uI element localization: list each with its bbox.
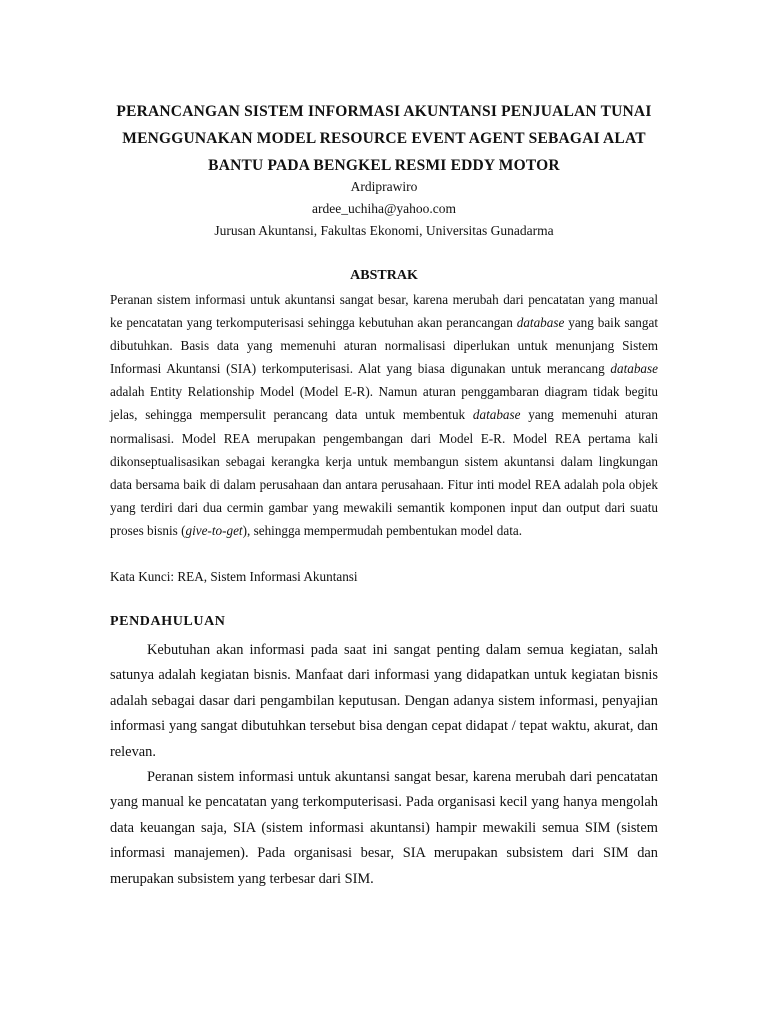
abstract-term-database-2: database — [610, 361, 658, 377]
abstract-paragraph — [110, 288, 658, 542]
abstract-term-database-1: database — [516, 315, 565, 331]
introduction-paragraph-1: Kebutuhan akan informasi pada saat ini sangat penting dalam semua kegiatan, salah satunya adalah kegiatan bisnis. Manfaat dari informasi yang didapatkan untuk kegiatan bisnis adalah sebagai dasar dari pengambilan keputusan. Dengan adanya sistem informasi, penyajian informasi yang sangat dibutuhkan tersebut bisa dengan cepat didapat / tepat waktu, akurat, dan relevan. — [110, 642, 658, 760]
introduction-body — [110, 638, 658, 892]
abstract-text-1: Peranan sistem informasi untuk akuntansi sangat besar, karena merubah dari pencatatan yang manual ke pencatatan yang terkomputerisasi sehingga kebutuhan akan perancangan — [110, 292, 658, 331]
introduction-paragraph-2: Peranan sistem informasi untuk akuntansi sangat besar, karena merubah dari pencatatan yang manual ke pencatatan yang terkomputerisasi. Pada organisasi kecil yang hanya mengolah data keuangan saja, SIA (sistem informasi akuntansi) hampir mewakili semua SIM (sistem informasi manajemen). Pada organisasi besar, SIA merupakan subsistem dari SIM dan merupakan subsistem yang terbesar dari SIM. — [110, 769, 658, 887]
title-line-2: MENGGUNAKAN MODEL RESOURCE EVENT AGENT SEBAGAI ALAT — [122, 130, 646, 147]
abstract-text-2: yang baik sangat dibutuhkan. Basis data yang memenuhi aturan normalisasi diperlukan untuk menunjang Sistem Informasi Akuntansi (SIA) terkomputerisasi. Alat yang biasa digunakan untuk merancang — [110, 315, 659, 377]
abstract-text-4: yang memenuhi aturan normalisasi. Model REA merupakan pengembangan dari Model E-R. Model REA pertama kali dikonseptualisasikan sebagai kerangka kerja untuk membangun sistem akuntansi dalam lingkungan data bersama baik di dalam perusahaan dan antara perusahaan. Fitur inti model REA adalah pola objek yang terdiri dari dua cermin gambar yang mewakili semantik komponen input dan output dari suatu proses bisnis ( — [110, 407, 658, 538]
paper-title — [100, 98, 668, 179]
author-name: Ardiprawiro — [350, 179, 418, 194]
abstract-heading: ABSTRAK — [350, 268, 418, 283]
author-affiliation: Jurusan Akuntansi, Fakultas Ekonomi, Universitas Gunadarma — [214, 223, 554, 238]
title-line-1: PERANCANGAN SISTEM INFORMASI AKUNTANSI PENJUALAN TUNAI — [116, 103, 652, 120]
author-email: ardee_uchiha@yahoo.com — [312, 201, 456, 216]
section-heading-introduction: PENDAHULUAN — [110, 614, 226, 629]
title-line-3: BANTU PADA BENGKEL RESMI EDDY MOTOR — [208, 157, 560, 174]
abstract-term-database-3: database — [472, 407, 521, 423]
keywords: Kata Kunci: REA, Sistem Informasi Akuntansi — [110, 569, 358, 584]
abstract-text-3: adalah Entity Relationship Model (Model E-R). Namun aturan penggambaran diagram tidak begitu jelas, sehingga mempersulit perancang data untuk membentuk — [110, 384, 658, 423]
abstract-body — [110, 288, 658, 542]
abstract-term-give-to-get: give-to-get — [185, 522, 243, 538]
abstract-text-5: ), sehingga mempermudah pembentukan model data. — [242, 522, 523, 538]
